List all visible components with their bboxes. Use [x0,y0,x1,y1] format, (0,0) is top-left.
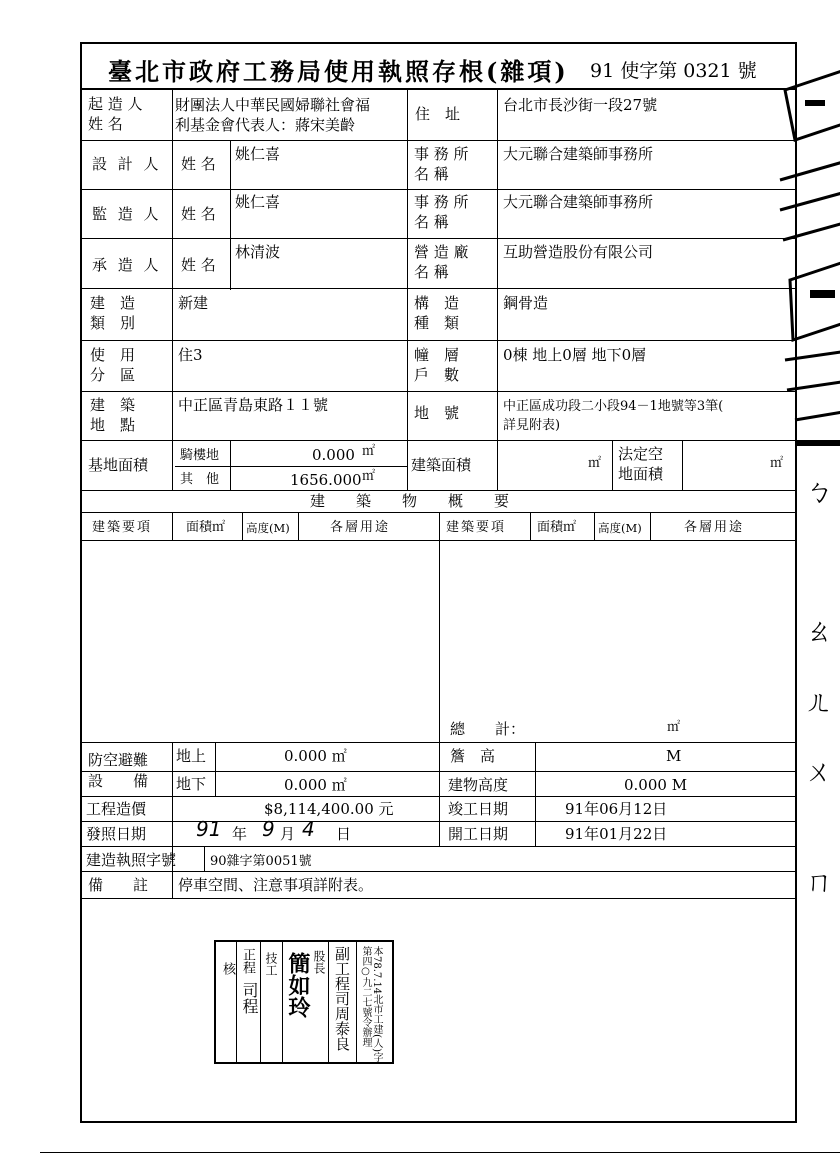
legal-open-label-b: 地面積 [618,465,664,483]
page-bottom-rule [40,1152,840,1153]
overview-header-height: 高度(M) [246,521,290,535]
col-divider [242,512,243,540]
row-divider [80,846,797,847]
edge-glyph: ㄦ [805,685,834,718]
stamp-text: 正程 [240,948,255,974]
stamp-text: 核 [220,962,235,975]
site-label-b: 地 點 [90,416,136,434]
edge-glyph: ㄠ [805,615,834,648]
col-divider [204,846,205,871]
form-title: 臺北市政府工務局使用執照存根(雜項) [108,57,569,86]
build-type-label: 建 造 [90,294,136,312]
overview-header-item: 建築要項 [92,520,153,535]
row-divider [80,189,797,190]
floors-label-b: 戶 數 [414,366,460,384]
structure-label: 構 造 [414,294,460,312]
issue-year-word: 年 [232,825,248,843]
row-divider [80,288,797,289]
builder-label: 起 造 人 [88,95,143,113]
permit-value: 90雜字第0051號 [210,854,312,869]
edge-glyph: ㄅ [805,475,834,508]
builder-value-line1: 財團法人中華民國婦聯社會福 [175,96,371,114]
cost-value: $8,114,400.00 元 [264,800,394,818]
supervisor-label: 監 造 人 [92,205,162,223]
other-unit: ㎡ [362,469,376,484]
designer-office-label-b: 名 稱 [414,165,449,183]
overview-header-item-right: 建築要項 [446,520,507,535]
row-divider [80,490,797,491]
row-divider [80,140,797,141]
col-divider [172,871,173,898]
start-date-value: 91年01月22日 [565,825,668,843]
eave-value: M [666,747,682,765]
col-divider [439,512,440,846]
arcade-unit: ㎡ [362,444,376,459]
designer-office-label: 事 務 所 [414,145,469,163]
legal-open-unit: ㎡ [770,456,784,471]
structure-label-b: 種 類 [414,314,460,332]
building-area-unit: ㎡ [588,456,602,471]
permit-number: 91 使字第 0321 號 [590,60,757,82]
lot-value-line1: 中正區成功段二小段94－1地號等3筆( [503,399,724,414]
row-divider [80,238,797,239]
legal-open-label: 法定空 [618,445,664,463]
col-divider [530,512,531,540]
stamp-text: 本78.7.14北市工建(人)字第四○九二七號令辦理 [360,946,382,1062]
col-divider [594,512,595,540]
permit-label: 建造執照字號 [86,851,177,869]
issue-year: 91 [196,817,222,841]
builder-value-line2: 利基金會代表人：蔣宋美齡 [175,116,356,134]
note-label: 備 註 [88,876,149,894]
other-label: 其 他 [180,472,220,487]
issue-date-label: 發照日期 [86,825,147,843]
stamp-text: 司程 [240,982,259,1014]
row-divider [80,871,797,872]
address-label: 住 址 [415,105,461,123]
completion-date-value: 91年06月12日 [565,800,668,818]
supervisor-name: 姚仁喜 [235,193,281,211]
above-ground-value: 0.000 ㎡ [284,747,347,765]
col-divider [497,90,498,490]
designer-sub-label: 姓 名 [181,155,216,173]
col-divider [650,512,651,540]
stamp-text: 副工程司周泰良 [333,946,351,1051]
arcade-value: 0.000 [312,446,355,464]
lot-label: 地 號 [414,404,460,422]
col-divider [535,742,536,846]
contractor-label: 承 造 人 [92,256,162,274]
approval-stamp [214,940,394,1064]
official-seal-mark [775,60,840,460]
completion-date-label: 竣工日期 [448,800,509,818]
start-date-label: 開工日期 [448,825,509,843]
overview-total-label: 總 計： [450,720,526,738]
overview-title: 建 築 物 概 要 [310,492,518,510]
col-divider [230,140,231,290]
issue-month-word: 月 [280,825,296,843]
structure-value: 鋼骨造 [503,294,549,312]
row-divider [80,898,797,899]
note-value: 停車空間、注意事項詳附表。 [178,876,374,894]
col-divider [215,742,216,796]
floors-value: 0棟 地上0層 地下0層 [503,346,647,364]
stamp-signature: 簡如玲 [285,952,311,1018]
below-ground-label: 地下 [176,775,207,793]
building-area-label: 建築面積 [411,456,472,474]
col-divider [230,440,231,490]
cost-label: 工程造價 [86,800,147,818]
col-divider [612,440,613,490]
site-area-label: 基地面積 [88,456,149,474]
site-value: 中正區青島東路１１號 [178,396,329,414]
floors-label: 幢 層 [414,346,460,364]
supervisor-office-label: 事 務 所 [414,193,469,211]
contractor-name: 林清波 [235,243,281,261]
overview-total-unit: ㎡ [667,720,681,735]
form-header [80,42,797,90]
col-divider [172,90,173,490]
contractor-office-value: 互助營造股份有限公司 [503,243,654,261]
overview-header-height-right: 高度(M) [598,521,642,535]
eave-label: 簷 高 [450,747,496,765]
supervisor-sub-label: 姓 名 [181,205,216,223]
col-divider [682,440,683,490]
col-divider [298,512,299,540]
address-value: 台北市長沙街一段27號 [503,96,658,114]
site-label: 建 築 [90,396,136,414]
supervisor-office-value: 大元聯合建築師事務所 [503,193,654,211]
shelter-label-b: 設 備 [88,772,149,790]
edge-glyph: ㄇ [805,865,834,898]
issue-day: 4 [302,817,315,841]
issue-day-word: 日 [336,825,352,843]
build-type-label-b: 類 別 [90,314,136,332]
contractor-office-label-b: 名 稱 [414,263,449,281]
use-zone-label-b: 分 區 [90,366,136,384]
designer-name: 姚仁喜 [235,145,281,163]
below-ground-value: 0.000 ㎡ [284,776,347,794]
row-divider [80,440,797,441]
use-zone-value: 住3 [178,346,203,364]
contractor-sub-label: 姓 名 [181,256,216,274]
building-height-label: 建物高度 [448,776,509,794]
row-divider [80,340,797,341]
lot-value-line2: 詳見附表) [503,418,561,433]
above-ground-label: 地上 [176,747,207,765]
building-height-value: 0.000 M [624,776,688,794]
designer-office-value: 大元聯合建築師事務所 [503,145,654,163]
stamp-text: 技工 [264,952,278,976]
row-divider [80,391,797,392]
supervisor-office-label-b: 名 稱 [414,213,449,231]
overview-header-area: 面積㎡ [186,520,226,535]
overview-header-area-right: 面積㎡ [537,520,577,535]
use-zone-label: 使 用 [90,346,136,364]
arcade-label: 騎樓地 [180,448,220,463]
issue-month: 9 [262,817,275,841]
other-value: 1656.000 [290,471,362,489]
builder-label-b: 姓 名 [88,115,123,133]
overview-header-use: 各層用途 [330,520,391,535]
build-type-value: 新建 [178,294,209,312]
shelter-label: 防空避難 [88,751,149,769]
col-divider [407,90,408,490]
col-divider [172,512,173,540]
overview-header-use-right: 各層用途 [684,520,745,535]
contractor-office-label: 營 造 廠 [414,243,469,261]
stamp-text: 股長 [312,950,326,974]
edge-glyph: ㄨ [805,755,834,788]
designer-label: 設 計 人 [92,155,162,173]
